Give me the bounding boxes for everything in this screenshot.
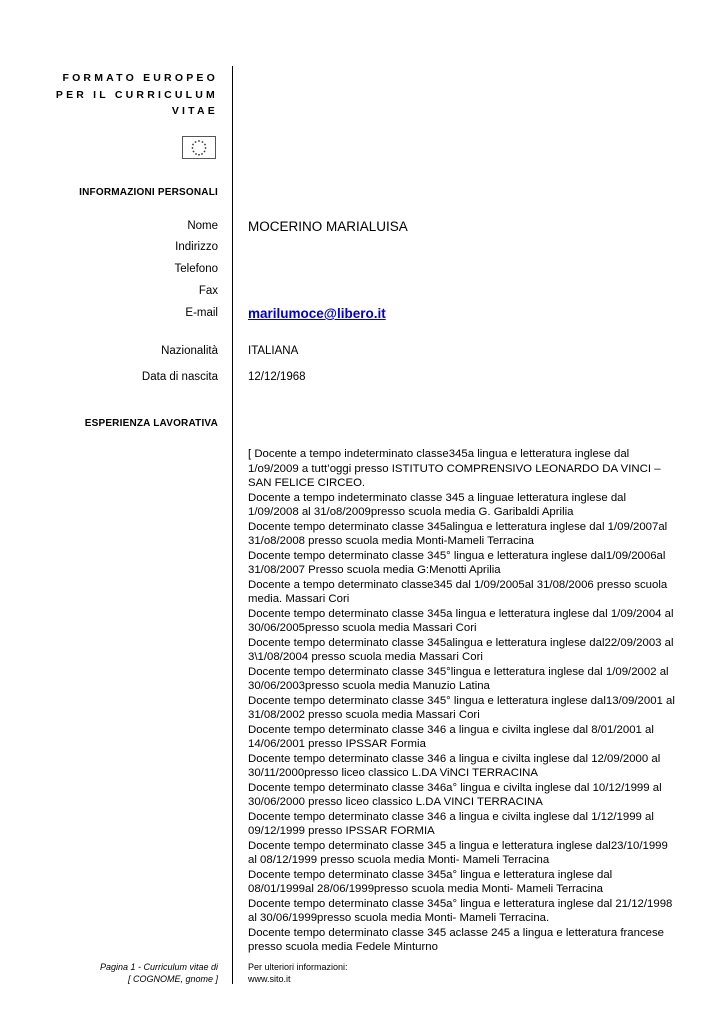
footer-more-info: Per ulteriori informazioni: xyxy=(248,962,348,972)
label-birthdate: Data di nascita xyxy=(141,371,218,383)
experience-heading: ESPERIENZA LAVORATIVA xyxy=(84,418,218,429)
experience-entry: Docente tempo determinato classe 346 a lingua e civilta inglese dal 8/01/2001 al 14/06/2001 presso IPSSAR Formia xyxy=(248,723,654,750)
experience-entry: Docente tempo determinato classe 345alingua e letteratura inglese dal 1/09/2007al 31/o8/2008 presso scuola media Monti-Mameli Terracina xyxy=(248,520,668,547)
footer-page-info xyxy=(100,962,218,985)
label-address: Indirizzo xyxy=(175,241,218,253)
footer-name-line: [ COGNOME, gnome ] xyxy=(127,973,218,984)
experience-entry: Docente tempo determinato classe 346 a lingua e civilta inglese dal 12/09/2000 al 30/11/2000presso liceo classico L.DA ViNCI TERRACINA xyxy=(248,752,661,779)
value-birthdate: 12/12/1968 xyxy=(248,371,306,383)
experience-entry: Docente tempo determinato classe 345a lingua e letteratura inglese dal 1/09/2004 al 30/06/2005presso scuola media Massari Cori xyxy=(248,607,674,634)
value-nationality: ITALIANA xyxy=(248,345,299,357)
experience-entry: Docente a tempo indeterminato classe 345 a linguae letteratura inglese dal 1/09/2008 al 31/o8/2009presso scuola media G. Garibaldi Aprilia xyxy=(248,491,627,518)
label-fax: Fax xyxy=(198,285,218,297)
footer-website: www.sito.it xyxy=(248,973,291,984)
title-line-2: PER IL CURRICULUM xyxy=(55,88,218,101)
experience-entry: Docente tempo determinato classe 345° lingua e letteratura inglese dal1/09/2006al 31/08/2007 Presso scuola media G:Menotti Aprilia xyxy=(248,549,666,576)
title-line-3: VITAE xyxy=(171,105,218,117)
eu-flag-icon xyxy=(182,136,216,159)
footer-page-line: Pagina 1 - Curriculum vitae di xyxy=(99,962,218,972)
email-link[interactable]: marilumoce@libero.it xyxy=(248,306,386,321)
experience-entry: Docente a tempo determinato classe345 dal 1/09/2005al 31/08/2006 presso scuola media. Massari Cori xyxy=(248,578,668,605)
experience-list xyxy=(248,447,678,955)
label-nationality: Nazionalità xyxy=(161,345,218,357)
label-phone: Telefono xyxy=(174,263,218,275)
vertical-divider xyxy=(232,66,233,984)
experience-entry: Docente tempo determinato classe 345° lingua e letteratura inglese dal13/09/2001 al 31/08/2002 presso scuola media Massari Cori xyxy=(248,694,675,721)
title-line-1: FORMATO EUROPEO xyxy=(62,72,218,84)
experience-entry: Docente tempo determinato classe 346a° lingua e civilta inglese dal 10/12/1999 al 30/06/2000 presso liceo classico L.DA VINCI TERRACINA xyxy=(248,781,662,808)
label-name: Nome xyxy=(187,220,218,232)
experience-entry: Docente tempo determinato classe 345alingua e letteratura inglese dal22/09/2003 al 3\1/08/2004 presso scuola media Massari Cori xyxy=(248,636,674,663)
footer-contact-info xyxy=(248,962,348,985)
label-email: E-mail xyxy=(185,307,218,319)
experience-entry: Docente tempo determinato classe 345a° lingua e letteratura inglese dal 08/01/1999al 28/06/1999presso scuola media Monti- Mameli Terracina xyxy=(248,868,613,895)
experience-entry: [ Docente a tempo indeterminato classe345a lingua e letteratura inglese dal 1/o9/2009 a tutt’oggi presso ISTITUTO COMPRENSIVO LEONARDO DA VINCI –SAN FELICE CIRCEO. xyxy=(248,448,661,489)
experience-entry: Docente tempo determinato classe 346 a lingua e civilta inglese dal 1/12/1999 al 09/12/1999 presso IPSSAR FORMIA xyxy=(248,810,654,837)
personal-info-heading: INFORMAZIONI PERSONALI xyxy=(79,187,218,198)
eu-stars-circle-icon xyxy=(183,137,215,158)
cv-title xyxy=(18,70,218,120)
value-name: MOCERINO MARIALUISA xyxy=(248,219,408,234)
experience-entry: Docente tempo determinato classe 345a° lingua e letteratura inglese dal 21/12/1998 al 30/06/1999presso scuola media Monti- Mameli Terracina. xyxy=(248,897,673,924)
experience-entry: Docente tempo determinato classe 345 a lingua e letteratura inglese dal23/10/1999 al 08/12/1999 presso scuola media Monti- Mameli Terracina xyxy=(248,839,668,866)
experience-entry: Docente tempo determinato classe 345°lingua e letteratura inglese dal 1/09/2002 al 30/06/2003presso scuola media Manuzio Latina xyxy=(248,665,669,692)
experience-entry: Docente tempo determinato classe 345 aclasse 245 a lingua e letteratura francese presso scuola media Fedele Minturno xyxy=(248,926,665,953)
